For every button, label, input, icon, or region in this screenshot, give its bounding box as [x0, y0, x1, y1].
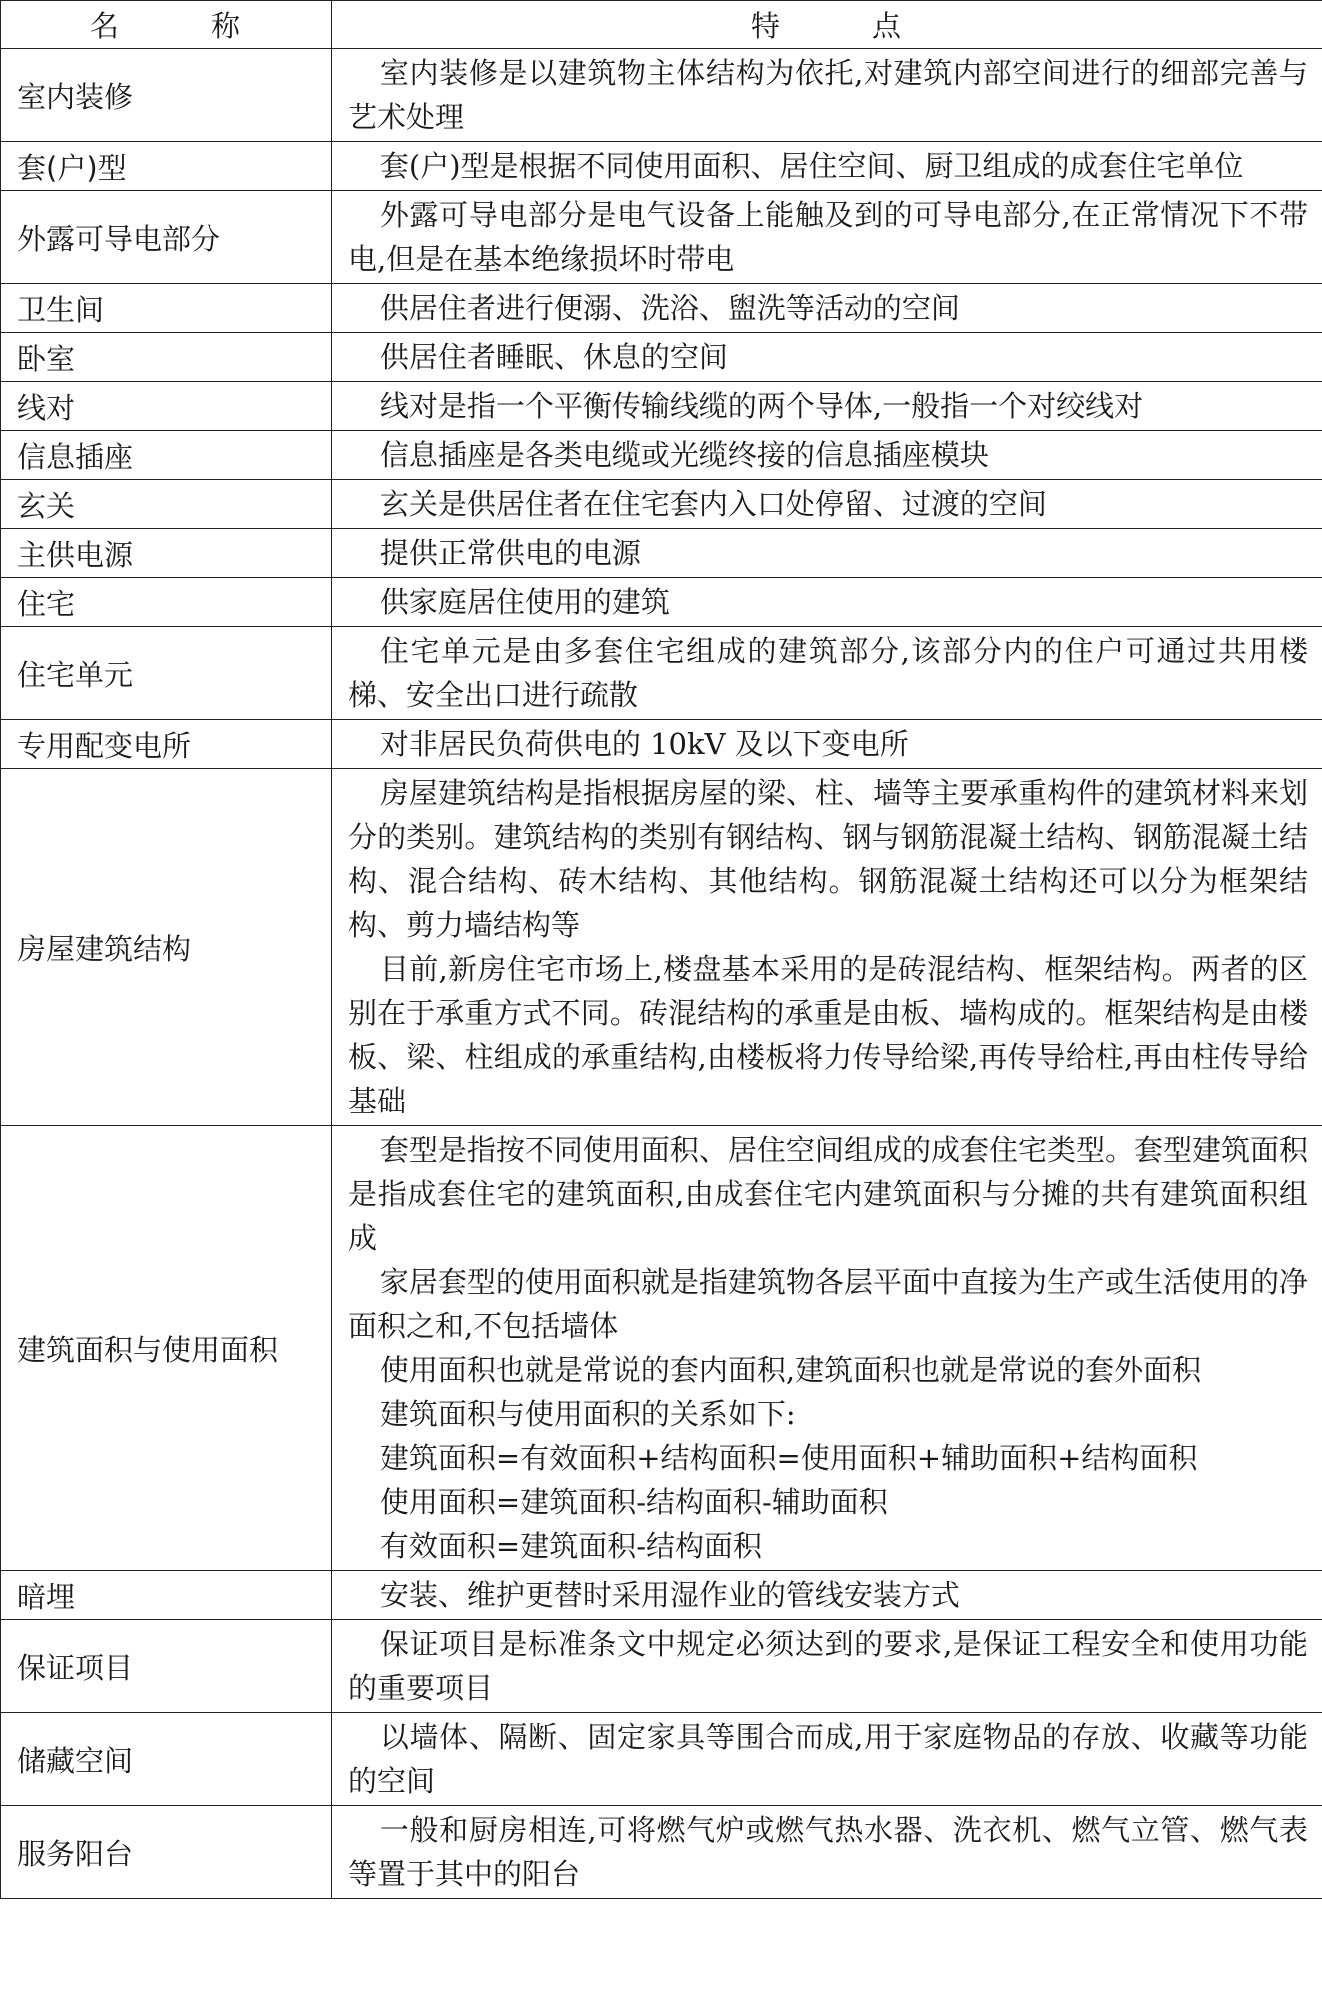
description-paragraph: 提供正常供电的电源: [379, 536, 641, 570]
term-description: [332, 284, 1322, 333]
header-name-b: 称: [211, 9, 243, 43]
term-name: 室内装修: [1, 49, 332, 142]
term-name: 房屋建筑结构: [1, 769, 332, 1126]
description-paragraph: 供居住者进行便溺、洗浴、盥洗等活动的空间: [379, 291, 960, 325]
term-name: 储藏空间: [1, 1713, 332, 1806]
term-description: [332, 191, 1322, 284]
table-row: [1, 333, 1322, 382]
term-description: [332, 720, 1322, 769]
table-row: [1, 284, 1322, 333]
table-row: [1, 627, 1322, 720]
table-row: [1, 191, 1322, 284]
term-name: 外露可导电部分: [1, 191, 332, 284]
description-paragraph: 保证项目是标准条文中规定必须达到的要求,是保证工程安全和使用功能的重要项目: [348, 1627, 1308, 1705]
description-paragraph: 房屋建筑结构是指根据房屋的梁、柱、墙等主要承重构件的建筑材料来划分的类别。建筑结构的类别有钢结构、钢与钢筋混凝土结构、钢筋混凝土结构、混合结构、砖木结构、其他结构。钢筋混凝土结构还可以分为框架结构、剪力墙结构等: [348, 776, 1308, 942]
description-paragraph: 对非居民负荷供电的 10kV 及以下变电所: [379, 727, 909, 761]
description-paragraph: 套型是指按不同使用面积、居住空间组成的成套住宅类型。套型建筑面积是指成套住宅的建筑面积,由成套住宅内建筑面积与分摊的共有建筑面积组成: [348, 1133, 1308, 1255]
description-paragraph: 目前,新房住宅市场上,楼盘基本采用的是砖混结构、框架结构。两者的区别在于承重方式不同。砖混结构的承重是由板、墙构成的。框架结构是由楼板、梁、柱组成的承重结构,由楼板将力传导给梁,再传导给柱,再由柱传导给基础: [348, 952, 1308, 1118]
term-name: 服务阳台: [1, 1806, 332, 1899]
header-name: [1, 1, 332, 49]
term-description: [332, 431, 1322, 480]
term-name: 保证项目: [1, 1620, 332, 1713]
description-paragraph: 线对是指一个平衡传输线缆的两个导体,一般指一个对绞线对: [379, 389, 1144, 423]
term-name: 套(户)型: [1, 142, 332, 191]
term-name: 信息插座: [1, 431, 332, 480]
term-name: 主供电源: [1, 529, 332, 578]
term-description: [332, 1713, 1322, 1806]
header-name-a: 名: [89, 9, 121, 43]
term-description: [332, 578, 1322, 627]
table-row: [1, 529, 1322, 578]
header-row: [1, 1, 1322, 49]
term-description: [332, 529, 1322, 578]
description-paragraph: 住宅单元是由多套住宅组成的建筑部分,该部分内的住户可通过共用楼梯、安全出口进行疏散: [348, 634, 1308, 712]
term-description: [332, 1126, 1322, 1571]
table-row: [1, 769, 1322, 1126]
description-paragraph: 外露可导电部分是电气设备上能触及到的可导电部分,在正常情况下不带电,但是在基本绝缘损坏时带电: [348, 198, 1308, 276]
description-paragraph: 有效面积=建筑面积-结构面积: [379, 1529, 762, 1563]
description-paragraph: 玄关是供居住者在住宅套内入口处停留、过渡的空间: [379, 487, 1047, 521]
table-row: [1, 720, 1322, 769]
table-row: [1, 49, 1322, 142]
term-description: [332, 1806, 1322, 1899]
description-paragraph: 套(户)型是根据不同使用面积、居住空间、厨卫组成的成套住宅单位: [379, 149, 1244, 183]
table-row: [1, 1620, 1322, 1713]
table-row: [1, 142, 1322, 191]
header-feature-b: 点: [872, 9, 904, 43]
term-description: [332, 769, 1322, 1126]
table-row: [1, 480, 1322, 529]
term-description: [332, 1620, 1322, 1713]
description-paragraph: 以墙体、隔断、固定家具等围合而成,用于家庭物品的存放、收藏等功能的空间: [348, 1720, 1308, 1798]
term-name: 专用配变电所: [1, 720, 332, 769]
description-paragraph: 建筑面积=有效面积+结构面积=使用面积+辅助面积+结构面积: [379, 1441, 1198, 1475]
description-paragraph: 供家庭居住使用的建筑: [379, 585, 670, 619]
table-row: [1, 382, 1322, 431]
term-name: 住宅单元: [1, 627, 332, 720]
term-description: [332, 333, 1322, 382]
term-name: 住宅: [1, 578, 332, 627]
description-paragraph: 室内装修是以建筑物主体结构为依托,对建筑内部空间进行的细部完善与艺术处理: [348, 56, 1308, 134]
term-name: 暗埋: [1, 1571, 332, 1620]
description-paragraph: 信息插座是各类电缆或光缆终接的信息插座模块: [379, 438, 989, 472]
term-description: [332, 142, 1322, 191]
term-name: 建筑面积与使用面积: [1, 1126, 332, 1571]
header-feature-a: 特: [750, 9, 782, 43]
term-description: [332, 627, 1322, 720]
term-description: [332, 382, 1322, 431]
table-row: [1, 431, 1322, 480]
table-row: [1, 1126, 1322, 1571]
description-paragraph: 使用面积也就是常说的套内面积,建筑面积也就是常说的套外面积: [379, 1353, 1202, 1387]
table-row: [1, 1806, 1322, 1899]
description-paragraph: 建筑面积与使用面积的关系如下:: [379, 1397, 796, 1431]
term-name: 玄关: [1, 480, 332, 529]
table-row: [1, 1571, 1322, 1620]
term-description: [332, 49, 1322, 142]
table-row: [1, 1713, 1322, 1806]
term-name: 卫生间: [1, 284, 332, 333]
term-name: 线对: [1, 382, 332, 431]
description-paragraph: 一般和厨房相连,可将燃气炉或燃气热水器、洗衣机、燃气立管、燃气表等置于其中的阳台: [348, 1813, 1308, 1891]
description-paragraph: 家居套型的使用面积就是指建筑物各层平面中直接为生产或生活使用的净面积之和,不包括墙体: [348, 1265, 1308, 1343]
description-paragraph: 供居住者睡眠、休息的空间: [379, 340, 728, 374]
table-row: [1, 578, 1322, 627]
term-description: [332, 480, 1322, 529]
term-description: [332, 1571, 1322, 1620]
term-name: 卧室: [1, 333, 332, 382]
header-feature: [332, 1, 1322, 49]
description-paragraph: 使用面积=建筑面积-结构面积-辅助面积: [379, 1485, 888, 1519]
description-paragraph: 安装、维护更替时采用湿作业的管线安装方式: [379, 1578, 960, 1612]
